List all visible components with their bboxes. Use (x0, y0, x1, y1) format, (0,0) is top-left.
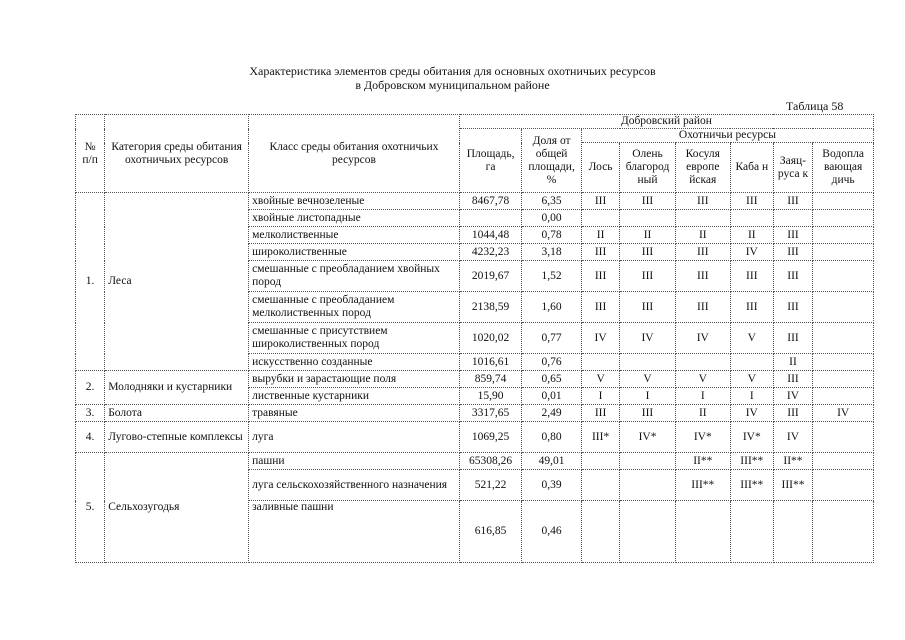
grade-cell (813, 388, 874, 405)
table-row (76, 422, 874, 453)
grade-cell: III (620, 405, 675, 422)
class-cell: смешанные с преобладанием хвойных пород (249, 261, 460, 292)
grade-cell: II (581, 227, 620, 244)
grade-cell (773, 210, 813, 227)
grade-cell (581, 470, 620, 501)
header-share: Доля от общей площади, % (522, 129, 581, 193)
grade-cell (675, 501, 730, 563)
grade-cell (813, 292, 874, 323)
grade-cell: II (675, 227, 730, 244)
grade-cell: V (581, 371, 620, 388)
grade-cell: III (675, 244, 730, 261)
share-cell: 0,46 (522, 501, 581, 563)
group-num: 2. (76, 371, 105, 405)
grade-cell: III (773, 244, 813, 261)
group-name: Сельхозугодья (105, 453, 249, 563)
grade-cell: II (730, 227, 773, 244)
grade-cell: III (620, 292, 675, 323)
area-cell: 1020,02 (459, 323, 522, 354)
group-name: Леса (105, 193, 249, 371)
grade-cell (813, 354, 874, 371)
grade-cell: III (773, 323, 813, 354)
grade-cell (813, 227, 874, 244)
grade-cell: III (773, 371, 813, 388)
grade-cell: III (620, 193, 675, 210)
grade-cell: III (730, 292, 773, 323)
grade-cell (813, 244, 874, 261)
grade-cell: III** (773, 470, 813, 501)
grade-cell: IV* (675, 422, 730, 453)
table-row (76, 193, 874, 210)
header-red-deer: Олень благород ный (620, 143, 675, 193)
grade-cell (813, 261, 874, 292)
area-cell: 8467,78 (459, 193, 522, 210)
grade-cell: IV* (620, 422, 675, 453)
share-cell: 0,76 (522, 354, 581, 371)
grade-cell: III (773, 292, 813, 323)
grade-cell: I (675, 388, 730, 405)
grade-cell: I (581, 388, 620, 405)
area-cell: 859,74 (459, 371, 522, 388)
grade-cell: IV (675, 323, 730, 354)
grade-cell (675, 354, 730, 371)
grade-cell (813, 323, 874, 354)
grade-cell (813, 193, 874, 210)
grade-cell: III (773, 261, 813, 292)
group-name: Болота (105, 405, 249, 422)
grade-cell (581, 453, 620, 470)
area-cell: 3317,65 (459, 405, 522, 422)
grade-cell (581, 210, 620, 227)
share-cell: 49,01 (522, 453, 581, 470)
grade-cell: III (730, 261, 773, 292)
grade-cell (620, 501, 675, 563)
share-cell: 0,77 (522, 323, 581, 354)
grade-cell: III (773, 227, 813, 244)
class-cell: травяные (249, 405, 460, 422)
share-cell: 1,60 (522, 292, 581, 323)
share-cell: 0,65 (522, 371, 581, 388)
grade-cell: III (581, 292, 620, 323)
area-cell: 1069,25 (459, 422, 522, 453)
group-name: Лугово-степные комплексы (105, 422, 249, 453)
grade-cell: III (581, 193, 620, 210)
grade-cell (813, 422, 874, 453)
class-cell: смешанные с преобладанием мелколиственных пород (249, 292, 460, 323)
header-num: № п/п (76, 115, 105, 193)
title-line-2: в Добровском муниципальном районе (355, 78, 550, 92)
share-cell: 1,52 (522, 261, 581, 292)
grade-cell: III (773, 193, 813, 210)
grade-cell: IV (773, 422, 813, 453)
grade-cell: IV (620, 323, 675, 354)
grade-cell: III* (581, 422, 620, 453)
header-district: Добровский район (459, 115, 873, 129)
grade-cell: III (581, 405, 620, 422)
share-cell: 3,18 (522, 244, 581, 261)
habitat-table (75, 114, 874, 563)
grade-cell: III (730, 193, 773, 210)
share-cell: 0,80 (522, 422, 581, 453)
grade-cell: III (675, 193, 730, 210)
grade-cell: III (581, 261, 620, 292)
grade-cell: II** (675, 453, 730, 470)
grade-cell (813, 210, 874, 227)
area-cell: 1016,61 (459, 354, 522, 371)
class-cell: заливные пашни (249, 501, 460, 563)
area-cell: 2019,67 (459, 261, 522, 292)
header-class: Класс среды обитания охотничьих ресурсов (249, 115, 460, 193)
grade-cell (813, 371, 874, 388)
class-cell: луга сельскохозяйственного назначения (249, 470, 460, 501)
grade-cell: IV (730, 405, 773, 422)
header-boar: Каба н (730, 143, 773, 193)
share-cell: 0,01 (522, 388, 581, 405)
class-cell: хвойные листопадные (249, 210, 460, 227)
grade-cell (620, 470, 675, 501)
area-cell: 521,22 (459, 470, 522, 501)
grade-cell: II (620, 227, 675, 244)
grade-cell (620, 354, 675, 371)
grade-cell: III (675, 261, 730, 292)
share-cell: 2,49 (522, 405, 581, 422)
grade-cell: II (773, 354, 813, 371)
grade-cell (675, 210, 730, 227)
grade-cell: V (675, 371, 730, 388)
title-line-1: Характеристика элементов среды обитания для основных охотничьих ресурсов (249, 64, 656, 78)
share-cell: 0,78 (522, 227, 581, 244)
grade-cell: III (620, 244, 675, 261)
class-cell: мелколиственные (249, 227, 460, 244)
share-cell: 0,39 (522, 470, 581, 501)
area-cell (459, 210, 522, 227)
grade-cell (813, 470, 874, 501)
grade-cell: V (620, 371, 675, 388)
grade-cell: IV (813, 405, 874, 422)
grade-cell (813, 501, 874, 563)
share-cell: 0,00 (522, 210, 581, 227)
grade-cell (730, 501, 773, 563)
table-row (76, 371, 874, 388)
grade-cell (581, 501, 620, 563)
grade-cell: III (773, 405, 813, 422)
area-cell: 2138,59 (459, 292, 522, 323)
group-num: 3. (76, 405, 105, 422)
grade-cell (730, 210, 773, 227)
header-area: Площадь, га (459, 129, 522, 193)
grade-cell: III (581, 244, 620, 261)
table-title (0, 64, 905, 92)
grade-cell: IV (581, 323, 620, 354)
header-waterfowl: Водопла вающая дичь (813, 143, 874, 193)
table-row (76, 453, 874, 470)
grade-cell: V (730, 323, 773, 354)
class-cell: смешанные с присутствием широколиственных пород (249, 323, 460, 354)
area-cell: 65308,26 (459, 453, 522, 470)
area-cell: 15,90 (459, 388, 522, 405)
grade-cell: II** (773, 453, 813, 470)
header-moose: Лось (581, 143, 620, 193)
share-cell: 6,35 (522, 193, 581, 210)
grade-cell (620, 453, 675, 470)
grade-cell: III (675, 292, 730, 323)
class-cell: луга (249, 422, 460, 453)
class-cell: вырубки и зарастающие поля (249, 371, 460, 388)
group-name: Молодняки и кустарники (105, 371, 249, 405)
group-num: 1. (76, 193, 105, 371)
class-cell: пашни (249, 453, 460, 470)
grade-cell: I (620, 388, 675, 405)
grade-cell: III** (730, 470, 773, 501)
header-hare: Заяц-руса к (773, 143, 813, 193)
class-cell: искусственно созданные (249, 354, 460, 371)
class-cell: широколиственные (249, 244, 460, 261)
area-cell: 1044,48 (459, 227, 522, 244)
grade-cell: V (730, 371, 773, 388)
grade-cell: IV* (730, 422, 773, 453)
class-cell: хвойные вечнозеленые (249, 193, 460, 210)
grade-cell (730, 354, 773, 371)
grade-cell: III** (730, 453, 773, 470)
grade-cell (620, 210, 675, 227)
grade-cell: IV (773, 388, 813, 405)
area-cell: 4232,23 (459, 244, 522, 261)
group-num: 5. (76, 453, 105, 563)
area-cell: 616,85 (459, 501, 522, 563)
header-roe-deer: Косуля европе йская (675, 143, 730, 193)
grade-cell (813, 453, 874, 470)
table-row (76, 405, 874, 422)
grade-cell: I (730, 388, 773, 405)
grade-cell: III (620, 261, 675, 292)
group-num: 4. (76, 422, 105, 453)
grade-cell: IV (730, 244, 773, 261)
grade-cell (773, 501, 813, 563)
grade-cell: II (675, 405, 730, 422)
table-number: Таблица 58 (786, 99, 844, 113)
grade-cell (581, 354, 620, 371)
header-category: Категория среды обитания охотничьих ресурсов (105, 115, 249, 193)
table-body (76, 115, 874, 563)
header-resources: Охотничьи ресурсы (581, 129, 873, 143)
header-row-1 (76, 115, 874, 129)
class-cell: лиственные кустарники (249, 388, 460, 405)
grade-cell: III** (675, 470, 730, 501)
